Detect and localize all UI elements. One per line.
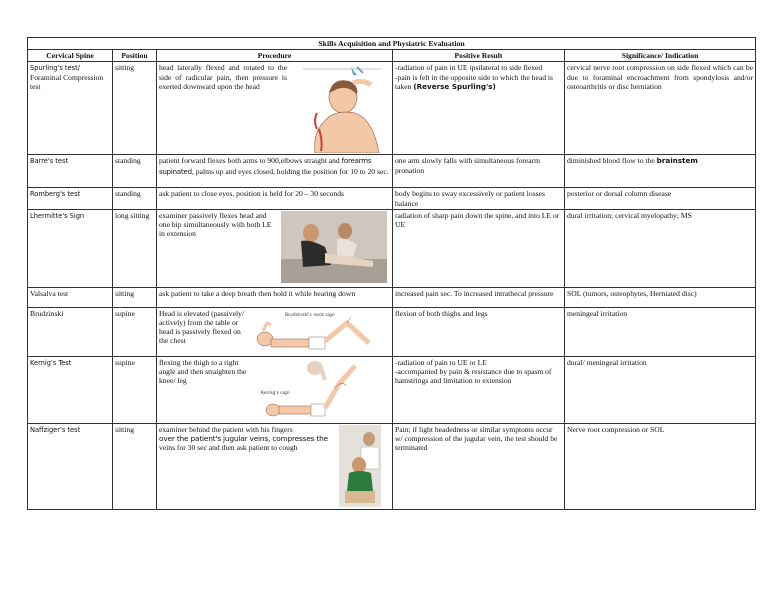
kernig-caption: Kernig's sign	[261, 390, 290, 396]
table-row	[28, 287, 756, 307]
procedure-cell	[157, 307, 393, 356]
positive-result-cell: radiation of sharp pain down the spine, and into LE or UE	[393, 209, 565, 287]
header-position: Position	[113, 50, 157, 62]
position-cell: supine	[113, 356, 157, 423]
procedure-text-emph: forearms supinated,	[159, 157, 372, 176]
test-name: Barre's test	[30, 156, 69, 166]
positive-result-cell: Pain; if light headedness or similar symptoms occur w/ compression of the jugular vein, the test should be terminated	[393, 423, 565, 509]
positive-line: -accompanied by pain & resistance due to spasm of hamstrings and limitation to extension	[395, 367, 552, 386]
position-cell: sitting	[113, 287, 157, 307]
positive-line: -pain is felt in the opposite side to which the head is taken (Reverse Spurling's)	[395, 72, 553, 91]
positive-result-cell	[393, 62, 565, 155]
procedure-text: flexing the thigh to a right angle and then straighten the knee/ leg	[159, 357, 247, 386]
header-test: Cervical Spine	[28, 50, 113, 62]
test-name: Spurling's test/	[30, 63, 80, 73]
kernig-illustration	[255, 358, 387, 422]
test-name-cell	[28, 287, 113, 307]
position-cell: sitting	[113, 423, 157, 509]
test-name: Romberg's test	[30, 189, 81, 199]
procedure-cell: ask patient to close eyes, position is held for 20 – 30 seconds	[157, 188, 393, 209]
test-alt-name: Foraminal Compression test	[30, 72, 104, 91]
positive-line: -radiation of pain to UE or LE	[395, 357, 487, 367]
table-row	[28, 209, 756, 287]
test-name-cell	[28, 188, 113, 209]
procedure-text: head laterally flexed and rotated to the side of radicular pain, then pressure is exerted downward upon the head	[159, 63, 287, 91]
significance-cell: cervical nerve root compression on side flexed which can be due to foraminal encroachment from spondylosis and/or osteoarthritis or disc herniation	[565, 62, 756, 155]
positive-result-cell: flexion of both thighs and legs	[393, 307, 565, 356]
evaluation-table	[27, 37, 756, 510]
test-name: Lhermitte's Sign	[30, 210, 85, 220]
procedure-cell	[157, 155, 393, 188]
test-name-cell	[28, 62, 113, 155]
procedure-text: Head is elevated (passively/ actively) from the table or head is passively flexed on the chest	[159, 308, 244, 346]
document-title: Skills Acquisition and Physiatric Evaluation	[28, 38, 756, 50]
test-name-cell	[28, 209, 113, 287]
procedure-cell	[157, 62, 393, 155]
procedure-text: patient forward flexes both arms to 900,elbows straight and	[159, 156, 340, 166]
test-name-cell	[28, 155, 113, 188]
procedure-cell	[157, 356, 393, 423]
position-cell: long sitting	[113, 209, 157, 287]
significance-cell: diminished blood flow to the brainstem	[565, 155, 756, 188]
position-cell: standing	[113, 155, 157, 188]
header-procedure: Procedure	[157, 50, 393, 62]
significance-cell: SOL (tumors, osteophytes, Herniated disc)	[565, 287, 756, 307]
positive-result-cell: one arm slowly falls with simultaneous forearm pronation	[393, 155, 565, 188]
test-name-cell	[28, 307, 113, 356]
procedure-text: palms up and eyes closed, holding the position for 10 to 20 sec.	[193, 166, 389, 176]
test-name: Brudzinski	[30, 308, 64, 318]
position-cell: standing	[113, 188, 157, 209]
significance-cell: dural/ meningeal irritation	[565, 356, 756, 423]
table-row	[28, 62, 756, 155]
significance-cell: meningeal irritation	[565, 307, 756, 356]
spurling-illustration	[293, 63, 389, 153]
lhermitte-photo	[281, 211, 387, 283]
positive-result-cell: increased pain sec. To increased intrathecal pressure	[393, 287, 565, 307]
test-name: Kernig's Test	[30, 357, 72, 367]
significance-bold: brainstem	[656, 156, 698, 166]
naffziger-photo	[339, 425, 381, 507]
header-row	[28, 50, 756, 62]
positive-line: -radiation of pain in UE ipsilateral to side flexed	[395, 63, 543, 73]
table-row	[28, 307, 756, 356]
position-cell: supine	[113, 307, 157, 356]
header-positive-result: Positive Result	[393, 50, 565, 62]
test-name-cell	[28, 356, 113, 423]
significance-cell: posterior or dorsal column disease	[565, 188, 756, 209]
brudzinski-illustration	[251, 309, 387, 355]
procedure-cell: ask patient to take a deep breath then hold it while bearing down	[157, 287, 393, 307]
procedure-text: examiner behind the patient with his fingers over the patient's jugular veins, compresses the veins for 30 sec and then ask patient to cough	[159, 424, 329, 453]
positive-result-cell: body begins to sway excessively or patient losses balance	[393, 188, 565, 209]
table-row	[28, 356, 756, 423]
brudzinski-caption: Brudzinski's neck sign	[285, 312, 335, 318]
header-significance: Significance/ Indication	[565, 50, 756, 62]
test-name-cell	[28, 423, 113, 509]
test-name: Valsalva test	[30, 288, 69, 298]
significance-cell: Nerve root compression or SOL	[565, 423, 756, 509]
procedure-text: examiner passively flexes head and one hip simultaneously with both LE in extension	[159, 210, 272, 239]
procedure-cell	[157, 423, 393, 509]
significance-cell: dural irritation; cervical myelopathy; MS	[565, 209, 756, 287]
table-row	[28, 423, 756, 509]
table-row	[28, 155, 756, 188]
procedure-cell	[157, 209, 393, 287]
positive-result-cell	[393, 356, 565, 423]
positive-bold: (Reverse Spurling's)	[413, 81, 496, 91]
table-row	[28, 188, 756, 209]
position-cell: sitting	[113, 62, 157, 155]
test-name: Naffziger's test	[30, 424, 81, 434]
